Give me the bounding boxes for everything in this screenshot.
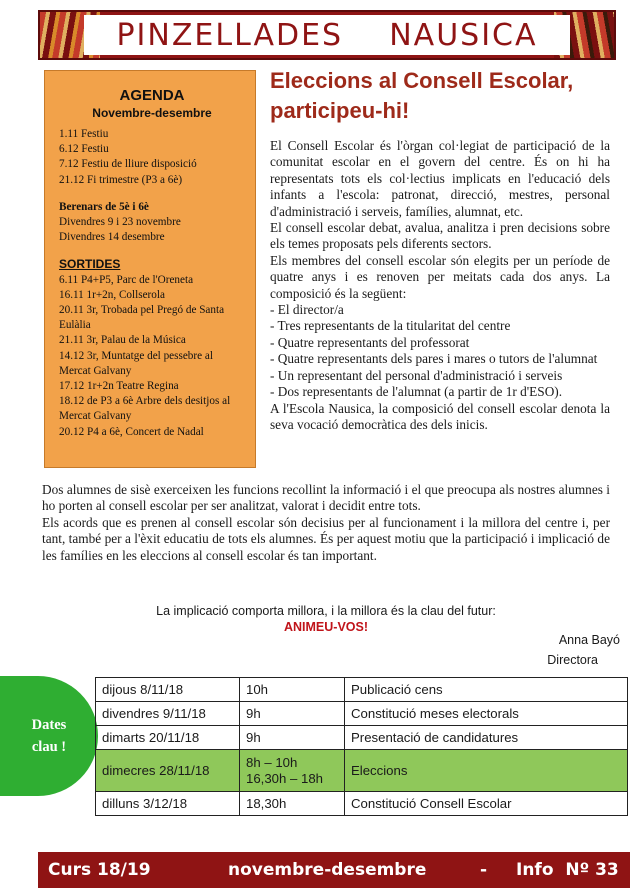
time-cell: 9h: [240, 702, 345, 726]
article-column: [270, 138, 610, 433]
date-cell: dijous 8/11/18: [96, 678, 240, 702]
key-dates-table: [95, 677, 628, 816]
time-cell: 10h: [240, 678, 345, 702]
date-cell: divendres 9/11/18: [96, 702, 240, 726]
date-cell: dimarts 20/11/18: [96, 726, 240, 750]
table-row: [96, 678, 628, 702]
table-row: [96, 792, 628, 816]
event-cell: Eleccions: [345, 750, 628, 792]
agenda-period: Novembre-desembre: [92, 106, 212, 120]
article-full-width: [42, 482, 610, 564]
author-role: Directora: [547, 653, 598, 667]
agenda-holidays: [59, 127, 245, 188]
article-cheer: ANIMEU-VOS!: [283, 620, 369, 634]
newsletter-title: PINZELLADES NAUSICA: [116, 17, 538, 53]
article-paragraph: El consell escolar debat, avalua, analitza i pren decisions sobre els temes proposats pels diferents sectors.: [270, 220, 610, 252]
key-dates-label: Dates: [31, 717, 67, 733]
key-dates-badge: [0, 676, 98, 796]
footer-dash: -: [480, 860, 488, 880]
agenda-item: 6.11 P4+P5, Parc de l'Oreneta: [59, 273, 194, 286]
agenda-box: [44, 70, 256, 468]
key-dates-label: clau !: [31, 739, 67, 755]
table-row-highlighted: [96, 750, 628, 792]
time-slot: 16,30h – 18h: [246, 770, 324, 786]
article-headline: Eleccions al Consell Escolar, participeu-hi!: [270, 68, 574, 123]
table-row: [96, 726, 628, 750]
composition-item: - Tres representants de la titularitat del centre: [270, 318, 511, 334]
date-cell: dilluns 3/12/18: [96, 792, 240, 816]
agenda-title: AGENDA: [119, 87, 185, 104]
footer-issue: Info Nº 33: [516, 860, 619, 880]
event-cell: Publicació cens: [345, 678, 628, 702]
time-slot: 8h – 10h: [246, 754, 298, 770]
event-cell: Constitució Consell Escolar: [345, 792, 628, 816]
agenda-item: Divendres 14 desembre: [59, 231, 165, 244]
footer-bar: [38, 852, 630, 888]
time-cell: [240, 750, 345, 792]
masthead-band: [84, 15, 570, 55]
time-cell: 18,30h: [240, 792, 345, 816]
agenda-item: 17.12 1r+2n Teatre Regina: [59, 380, 179, 393]
author-name: Anna Bayó: [558, 633, 620, 647]
agenda-item: Divendres 9 i 23 novembre: [59, 216, 181, 229]
article-paragraph: Els membres del consell escolar són elegits per un període de quatre anys i es renoven per meitats cada dos anys. La composició és la següent:: [270, 252, 610, 301]
agenda-item: 16.11 1r+2n, Collserola: [59, 288, 165, 301]
footer-course: Curs 18/19: [48, 860, 151, 880]
sortides-heading: SORTIDES: [59, 257, 121, 272]
agenda-item: 18.12 de P3 a 6è Arbre dels desitjos al Mercat Galvany: [59, 395, 231, 423]
composition-item: - El director/a: [270, 302, 344, 318]
agenda-item: 20.11 3r, Trobada pel Pregó de Santa Eulàlia: [59, 304, 225, 332]
composition-item: - Quatre representants del professorat: [270, 334, 470, 350]
agenda-item: 21.12 Fi trimestre (P3 a 6è): [59, 173, 183, 186]
composition-item: - Quatre representants dels pares i mares o tutors de l'alumnat: [270, 351, 598, 367]
article-signature: [480, 630, 620, 670]
composition-item: - Un representant del personal d'administració i serveis: [270, 367, 563, 383]
event-cell: Presentació de candidatures: [345, 726, 628, 750]
article-quote: La implicació comporta millora, i la millora és la clau del futur:: [156, 604, 496, 618]
agenda-item: 7.12 Festiu de lliure disposició: [59, 158, 197, 171]
article-paragraph: A l'Escola Nausica, la composició del consell escolar denota la seva vocació democràtica des dels inicis.: [270, 400, 610, 432]
date-cell: dimecres 28/11/18: [96, 750, 240, 792]
composition-item: - Dos representants de l'alumnat (a partir de 1r d'ESO).: [270, 384, 563, 400]
agenda-item: 1.11 Festiu: [59, 128, 109, 140]
berenars-heading: Berenars de 5è i 6è: [59, 200, 149, 213]
footer-period: novembre-desembre: [228, 860, 427, 880]
agenda-item: 21.11 3r, Palau de la Música: [59, 334, 186, 347]
article-paragraph: Dos alumnes de sisè exerceixen les funcions recollint la informació i el que preocupa als nostres alumnes i ho porten al consell escolar per ser analitzat, valorat i decidit entre tots.: [42, 482, 610, 514]
event-cell: Constitució meses electorals: [345, 702, 628, 726]
masthead: [38, 10, 616, 60]
agenda-item: 14.12 3r, Muntatge del pessebre al Mercat Galvany: [59, 349, 213, 377]
article-paragraph: El Consell Escolar és l'òrgan col·legiat de participació de la comunitat escolar en el govern del centre. És on hi ha representats tots els col·lectius implicats en l'educació dels infants a l'escola: patronat, direcció, mestres, personal d'administració i serveis, famílies, alumnat, etc.: [270, 138, 610, 219]
table-row: [96, 702, 628, 726]
agenda-item: 6.12 Festiu: [59, 143, 109, 156]
time-cell: 9h: [240, 726, 345, 750]
agenda-item: 20.12 P4 a 6è, Concert de Nadal: [59, 425, 204, 438]
article-paragraph: Els acords que es prenen al consell escolar són decisius per al funcionament i la millora del centre i, per tant, també per a l'èxit educatiu de tots els alumnes. És per aquest motiu que la participació i implicació de les famílies en les eleccions al consell escolar és tan important.: [42, 514, 610, 563]
